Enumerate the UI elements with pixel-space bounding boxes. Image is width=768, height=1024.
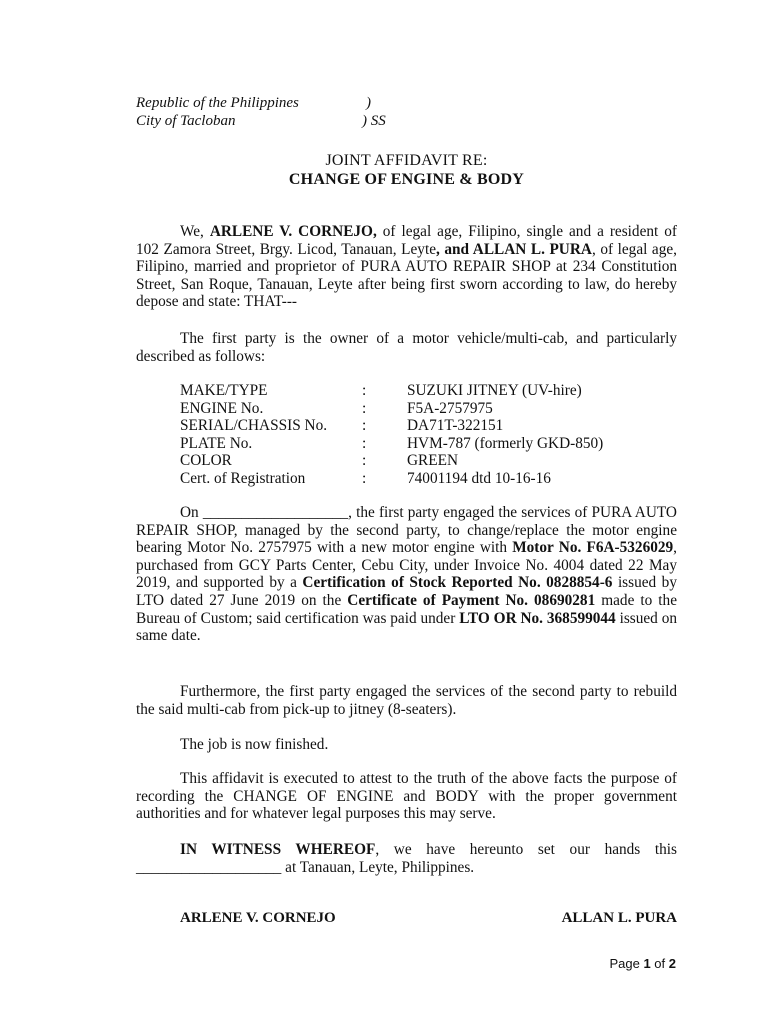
paragraph-ownership: The first party is the owner of a motor vehicle/multi-cab, and particularly described as follows:: [136, 330, 677, 365]
signature-first-party: ARLENE V. CORNEJO: [180, 910, 336, 926]
page-indicator: Page 1 of 2: [609, 956, 676, 971]
venue-block: [136, 95, 386, 130]
paragraph-rebuild: Furthermore, the first party engaged the services of the second party to rebuild the said multi-cab from pick-up to jitney (8-seaters).: [136, 683, 677, 718]
spec-value: SUZUKI JITNEY (UV-hire): [407, 382, 582, 399]
paragraph-purpose: This affidavit is executed to attest to the truth of the above facts the purpose of recording the CHANGE OF ENGINE and BODY with the proper government authorities and for whatever legal purposes this may serve.: [136, 770, 677, 823]
spec-label: MAKE/TYPE: [180, 382, 268, 399]
spec-value: 74001194 dtd 10-16-16: [407, 469, 551, 487]
paragraph-finished: The job is now finished.: [180, 736, 329, 753]
spec-label: SERIAL/CHASSIS No.: [180, 417, 328, 435]
date-blank: ___________________: [202, 504, 349, 521]
spec-value: HVM-787 (formerly GKD-850): [407, 434, 604, 452]
spec-label: Cert. of Registration: [180, 469, 306, 487]
date-blank: ___________________: [136, 858, 282, 876]
venue-mark-1: ): [366, 95, 371, 111]
venue-country: Republic of the Philippines: [136, 95, 299, 111]
venue-mark-2: ) SS: [362, 112, 386, 129]
paragraph-witness: IN WITNESS WHEREOF, we have hereunto set our hands this ___________________ at Tanauan, Leyte, Philippines.: [136, 841, 677, 876]
spec-label: PLATE No.: [180, 434, 253, 452]
paragraph-parties: We, ARLENE V. CORNEJO, of legal age, Filipino, single and a resident of 102 Zamora Street, Brgy. Licod, Tanauan, Leyte, and ALLAN L. PURA, of legal age, Filipino, married and proprietor of PURA AUTO REPAIR SHOP at 234 Constitution Street, San Roque, Tanauan, Leyte after being first sworn according to law, do hereby depose and state: THAT---: [136, 223, 677, 311]
venue-city: City of Tacloban: [136, 112, 236, 129]
signature-second-party: ALLAN L. PURA: [561, 910, 677, 926]
spec-value: F5A-2757975: [407, 399, 493, 417]
spec-value: GREEN: [407, 452, 458, 470]
paragraph-engine-change: On ___________________, the first party engaged the services of PURA AUTO REPAIR SHOP, managed by the second party, to change/replace the motor engine bearing Motor No. 2757975 with a new motor engine with Motor No. F6A-5326029, purchased from GCY Parts Center, Cebu City, under Invoice No. 4004 dated 22 May 2019, and supported by a Certification of Stock Reported No. 0828854-6 issued by LTO dated 27 June 2019 on the Certificate of Payment No. 08690281 made to the Bureau of Custom; said certification was paid under LTO OR No. 368599044 issued on same date.: [136, 504, 677, 645]
doc-title-line-2: CHANGE OF ENGINE & BODY: [288, 171, 525, 188]
spec-label: COLOR: [180, 452, 232, 470]
doc-title-line-1: JOINT AFFIDAVIT RE:: [325, 152, 488, 169]
spec-label: ENGINE No.: [180, 399, 264, 417]
spec-value: DA71T-322151: [407, 417, 504, 435]
